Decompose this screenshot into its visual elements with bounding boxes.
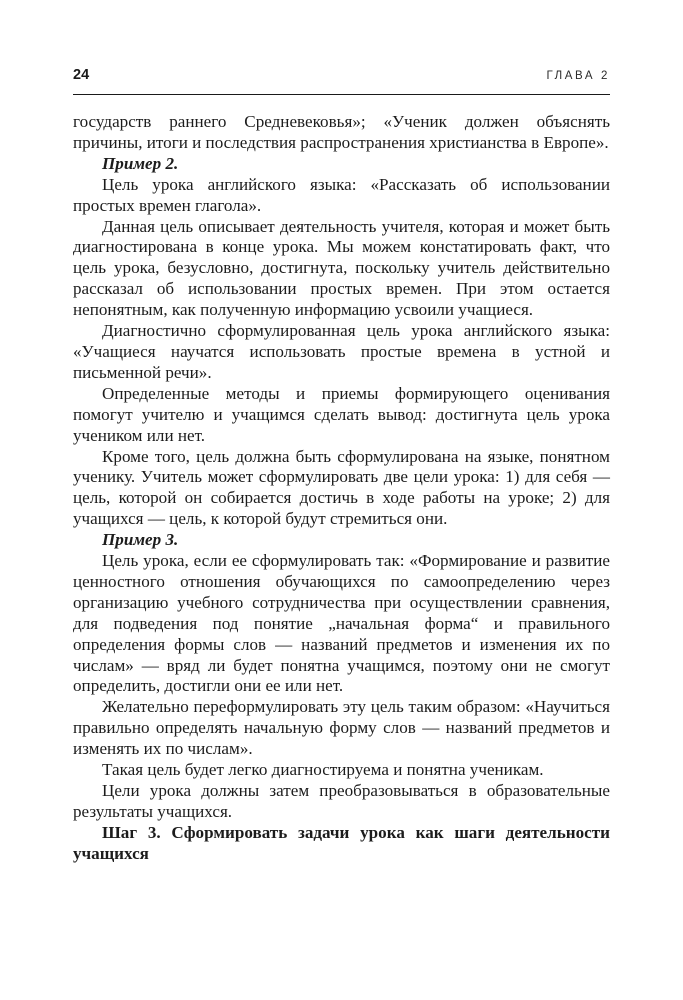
methods-paragraph: Определенные методы и приемы формирующего оценивания помогут учителю и учащимся сделать вывод: достигнута цель урока учеником или нет. — [73, 383, 610, 445]
page-number: 24 — [73, 67, 90, 83]
example-3-goal: Цель урока, если ее сформулировать так: «Формирование и развитие ценностного отношения обучающихся по самоопределению через организацию учебного сотрудничества при осуществлении сравнения, для подведения под понятие „начальная форма“ и правильного определения формы слов — названий предметов и изменения их по числам» — вряд ли будет понятна учащимся, поэтому они не смогут определить, достигли они ее или нет. — [73, 551, 610, 696]
body-text — [73, 112, 610, 865]
running-head-rule — [73, 94, 610, 95]
chapter-label: ГЛАВА 2 — [546, 70, 610, 82]
example-2-analysis: Данная цель описывает деятельность учителя, которая и может быть диагностирована в конце урока. Мы можем констатировать факт, что цель урока, безусловно, достигнута, поскольку учитель действительно рассказал об использовании простых времен. При этом остается непонятным, как полученную информацию усвоили учащиеся. — [73, 216, 610, 320]
example-3-label: Пример 3. — [102, 530, 179, 550]
example-2-label: Пример 2. — [102, 153, 179, 173]
example-2-diagnostic: Диагностично сформулированная цель урока английского языка: «Учащиеся научатся использовать простые времена в устной и письменной речи». — [73, 321, 610, 382]
paragraph-continued: государств раннего Средневековья»; «Ученик должен объяснять причины, итоги и последствия распространения христианства в Европе». — [73, 112, 610, 152]
example-2-goal: Цель урока английского языка: «Рассказать об использовании простых времен глагола». — [73, 174, 610, 215]
running-head — [73, 68, 610, 88]
two-goals-paragraph: Кроме того, цель должна быть сформулирована на языке, понятном ученику. Учитель может сформулировать две цели урока: 1) для себя — цель, которой он собирается достичь в ходе работы на уроке; 2) для учащихся — цель, к которой будут стремиться они. — [73, 446, 610, 529]
diagnosable-paragraph: Такая цель будет легко диагностируема и понятна ученикам. — [102, 760, 544, 780]
example-3-reformulated: Желательно переформулировать эту цель таким образом: «Научиться правильно определять начальную форму слов — названий предметов и изменять их по числам». — [73, 697, 610, 759]
page-text-block — [73, 68, 610, 865]
step-3-heading: Шаг 3. Сформировать задачи урока как шаги деятельности учащихся — [73, 822, 610, 863]
transform-paragraph: Цели урока должны затем преобразовываться в образовательные результаты учащихся. — [73, 781, 610, 821]
